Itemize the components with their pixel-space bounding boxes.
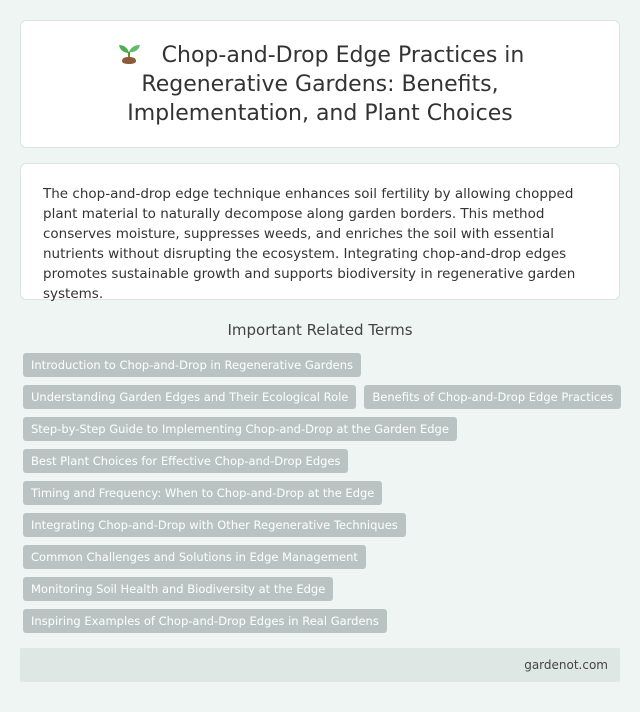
tag-row — [23, 417, 623, 441]
related-term-tag[interactable]: Timing and Frequency: When to Chop-and-Drop at the Edge — [23, 481, 382, 505]
tag-row — [23, 609, 623, 633]
related-terms-heading: Important Related Terms — [227, 321, 413, 339]
related-terms-list — [23, 353, 623, 641]
related-term-tag[interactable]: Monitoring Soil Health and Biodiversity at the Edge — [23, 577, 333, 601]
footer-site-link[interactable]: gardenot.com — [524, 658, 608, 672]
tag-row — [23, 353, 623, 377]
related-term-tag[interactable]: Introduction to Chop-and-Drop in Regenerative Gardens — [23, 353, 361, 377]
title-card — [20, 20, 620, 148]
tag-row — [23, 577, 623, 601]
page-title — [51, 41, 589, 128]
footer — [20, 648, 620, 682]
tag-row — [23, 385, 623, 409]
sprout-icon — [116, 41, 142, 65]
related-term-tag[interactable]: Benefits of Chop-and-Drop Edge Practices — [364, 385, 621, 409]
related-term-tag[interactable]: Step-by-Step Guide to Implementing Chop-and-Drop at the Garden Edge — [23, 417, 457, 441]
related-term-tag[interactable]: Understanding Garden Edges and Their Ecological Role — [23, 385, 356, 409]
related-term-tag[interactable]: Common Challenges and Solutions in Edge Management — [23, 545, 366, 569]
related-term-tag[interactable]: Best Plant Choices for Effective Chop-and-Drop Edges — [23, 449, 348, 473]
tag-row — [23, 481, 623, 505]
page-title-text: Chop-and-Drop Edge Practices in Regenerative Gardens: Benefits, Implementation, and Plant Choices — [127, 42, 525, 126]
intro-card — [20, 163, 620, 300]
related-term-tag[interactable]: Inspiring Examples of Chop-and-Drop Edges in Real Gardens — [23, 609, 387, 633]
tag-row — [23, 513, 623, 537]
tag-row — [23, 545, 623, 569]
related-term-tag[interactable]: Integrating Chop-and-Drop with Other Regenerative Techniques — [23, 513, 406, 537]
tag-row — [23, 449, 623, 473]
intro-paragraph: The chop-and-drop edge technique enhances soil fertility by allowing chopped plant material to naturally decompose along garden borders. This method conserves moisture, suppresses weeds, and enriches the soil with essential nutrients without disrupting the ecosystem. Integrating chop-and-drop edges promotes sustainable growth and supports biodiversity in regenerative garden systems. — [43, 186, 576, 302]
